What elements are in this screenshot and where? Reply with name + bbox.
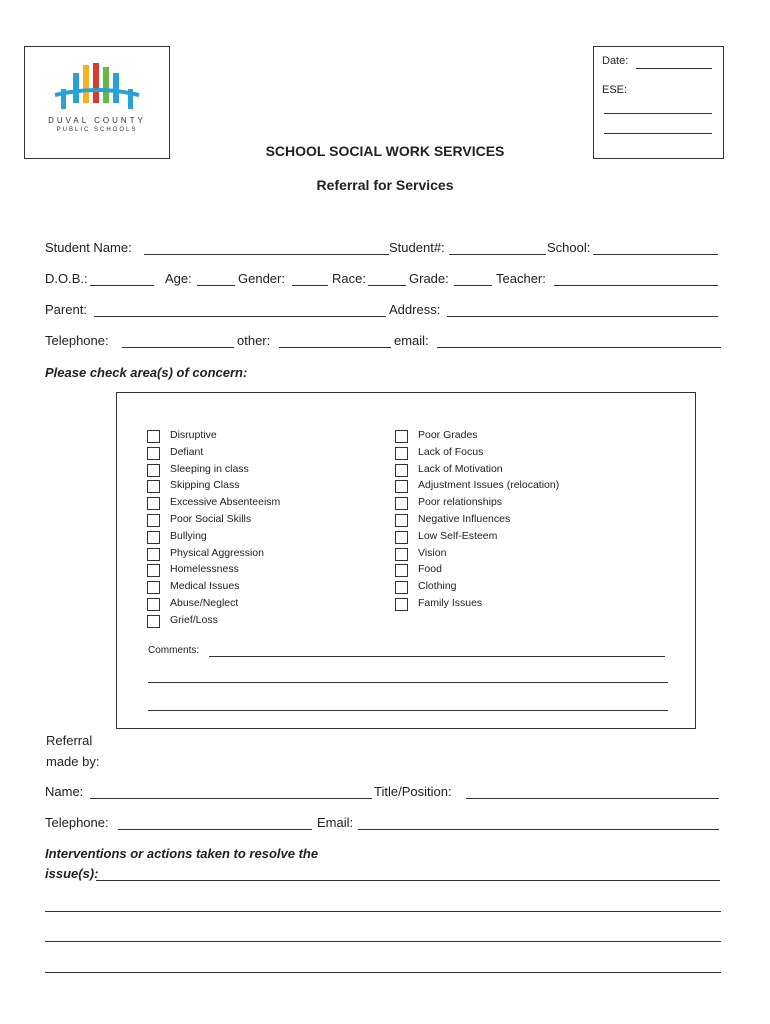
age-field[interactable]: [197, 285, 235, 286]
email-label: email:: [394, 333, 429, 348]
concern-right-label: Poor relationships: [418, 496, 503, 509]
student-name-label: Student Name:: [45, 240, 132, 255]
concern-right-label: Vision: [418, 546, 447, 559]
interventions-field-2[interactable]: [45, 911, 721, 912]
logo-line2: PUBLIC SCHOOLS: [56, 127, 138, 133]
parent-label: Parent:: [45, 302, 87, 317]
interventions-field-3[interactable]: [45, 941, 721, 942]
concern-right-checkbox[interactable]: [395, 531, 408, 544]
form-title: SCHOOL SOCIAL WORK SERVICES: [265, 143, 505, 159]
concern-left-label: Grief/Loss: [170, 613, 218, 626]
gender-field[interactable]: [292, 285, 328, 286]
concern-left-checkbox[interactable]: [147, 480, 160, 493]
concern-right-label: Family Issues: [418, 597, 483, 609]
ese-field-2[interactable]: [604, 133, 712, 134]
concern-left-checkbox[interactable]: [147, 447, 160, 460]
comments-label: Comments:: [148, 645, 200, 656]
concern-left-checkbox[interactable]: [147, 564, 160, 577]
interventions-label-line1: Interventions or actions taken to resolve the: [45, 846, 319, 861]
concern-left-label: Excessive Absenteeism: [170, 496, 281, 509]
email-field[interactable]: [437, 347, 721, 348]
concern-right-label: Adjustment Issues (relocation): [418, 479, 560, 492]
comments-field-2[interactable]: [148, 682, 668, 683]
student-number-label: Student#:: [389, 240, 445, 255]
concern-right-label: Negative Influences: [418, 513, 511, 525]
concern-left-label: Sleeping in class: [170, 462, 249, 475]
ese-field-1[interactable]: [604, 113, 712, 114]
concern-right-label: Food: [418, 563, 442, 576]
referrer-title-field[interactable]: [466, 798, 719, 799]
referral-label-line2: made by:: [46, 754, 100, 769]
address-field[interactable]: [447, 316, 718, 317]
student-number-field[interactable]: [449, 254, 546, 255]
concern-right-checkbox[interactable]: [395, 548, 408, 561]
ese-label: ESE:: [602, 84, 628, 96]
concern-left-label: Bullying: [170, 529, 207, 542]
concern-left-label: Poor Social Skills: [170, 513, 252, 525]
concern-right-label: Poor Grades: [418, 429, 478, 441]
telephone-field[interactable]: [122, 347, 234, 348]
concern-right-label: Low Self-Esteem: [418, 529, 498, 542]
race-label: Race:: [332, 271, 366, 286]
dob-field[interactable]: [90, 285, 154, 286]
logo-line1: DUVAL COUNTY: [48, 116, 146, 125]
concern-right-checkbox[interactable]: [395, 581, 408, 594]
concern-right-label: Lack of Focus: [418, 445, 484, 458]
grade-label: Grade:: [409, 271, 449, 286]
gender-label: Gender:: [238, 271, 285, 286]
age-label: Age:: [165, 271, 192, 286]
referrer-email-field[interactable]: [358, 829, 719, 830]
concern-right-checkbox[interactable]: [395, 564, 408, 577]
telephone-label: Telephone:: [45, 333, 109, 348]
referrer-name-field[interactable]: [90, 798, 372, 799]
concern-left-label: Physical Aggression: [170, 546, 264, 559]
concern-right-checkbox[interactable]: [395, 598, 408, 611]
interventions-label-line2: issue(s):: [45, 866, 99, 881]
concern-left-label: Abuse/Neglect: [170, 597, 239, 609]
concern-left-label: Defiant: [170, 445, 204, 458]
interventions-field-4[interactable]: [45, 972, 721, 973]
form-subtitle: Referral for Services: [316, 177, 454, 193]
concern-right-checkbox[interactable]: [395, 497, 408, 510]
date-field[interactable]: [636, 68, 712, 69]
concern-right-label: Clothing: [418, 580, 457, 593]
school-field[interactable]: [593, 254, 718, 255]
concern-left-checkbox[interactable]: [147, 497, 160, 510]
student-name-field[interactable]: [144, 254, 389, 255]
concern-left-checkbox[interactable]: [147, 531, 160, 544]
concern-left-checkbox[interactable]: [147, 514, 160, 527]
concern-left-checkbox[interactable]: [147, 464, 160, 477]
concern-right-checkbox[interactable]: [395, 447, 408, 460]
comments-field-1[interactable]: [209, 656, 665, 657]
date-label: Date:: [602, 55, 629, 67]
referral-label-line1: Referral: [46, 733, 93, 748]
concern-right-checkbox[interactable]: [395, 430, 408, 443]
concern-left-label: Homelessness: [170, 563, 239, 576]
interventions-field-1[interactable]: [96, 880, 720, 881]
comments-field-3[interactable]: [148, 710, 668, 711]
parent-field[interactable]: [94, 316, 386, 317]
concern-heading: Please check area(s) of concern:: [45, 365, 248, 380]
other-label: other:: [237, 333, 271, 348]
concern-left-checkbox[interactable]: [147, 598, 160, 611]
concern-right-checkbox[interactable]: [395, 480, 408, 493]
concern-left-checkbox[interactable]: [147, 581, 160, 594]
referrer-title-label: Title/Position:: [374, 784, 452, 799]
teacher-label: Teacher:: [496, 271, 546, 286]
teacher-field[interactable]: [554, 285, 718, 286]
concern-left-label: Medical Issues: [170, 580, 240, 593]
concern-left-label: Disruptive: [170, 429, 217, 441]
concern-right-label: Lack of Motivation: [418, 462, 503, 475]
concern-left-label: Skipping Class: [170, 479, 240, 492]
concern-left-checkbox[interactable]: [147, 430, 160, 443]
referrer-telephone-label: Telephone:: [45, 815, 109, 830]
dob-label: D.O.B.:: [45, 271, 88, 286]
concern-left-checkbox[interactable]: [147, 548, 160, 561]
race-field[interactable]: [368, 285, 406, 286]
concern-right-checkbox[interactable]: [395, 464, 408, 477]
other-field[interactable]: [279, 347, 391, 348]
referrer-telephone-field[interactable]: [118, 829, 312, 830]
school-label: School:: [547, 240, 591, 255]
address-label: Address:: [389, 302, 441, 317]
referrer-name-label: Name:: [45, 784, 84, 799]
concern-right-checkbox[interactable]: [395, 514, 408, 527]
concern-left-checkbox[interactable]: [147, 615, 160, 628]
grade-field[interactable]: [454, 285, 492, 286]
referrer-email-label: Email:: [317, 815, 354, 830]
